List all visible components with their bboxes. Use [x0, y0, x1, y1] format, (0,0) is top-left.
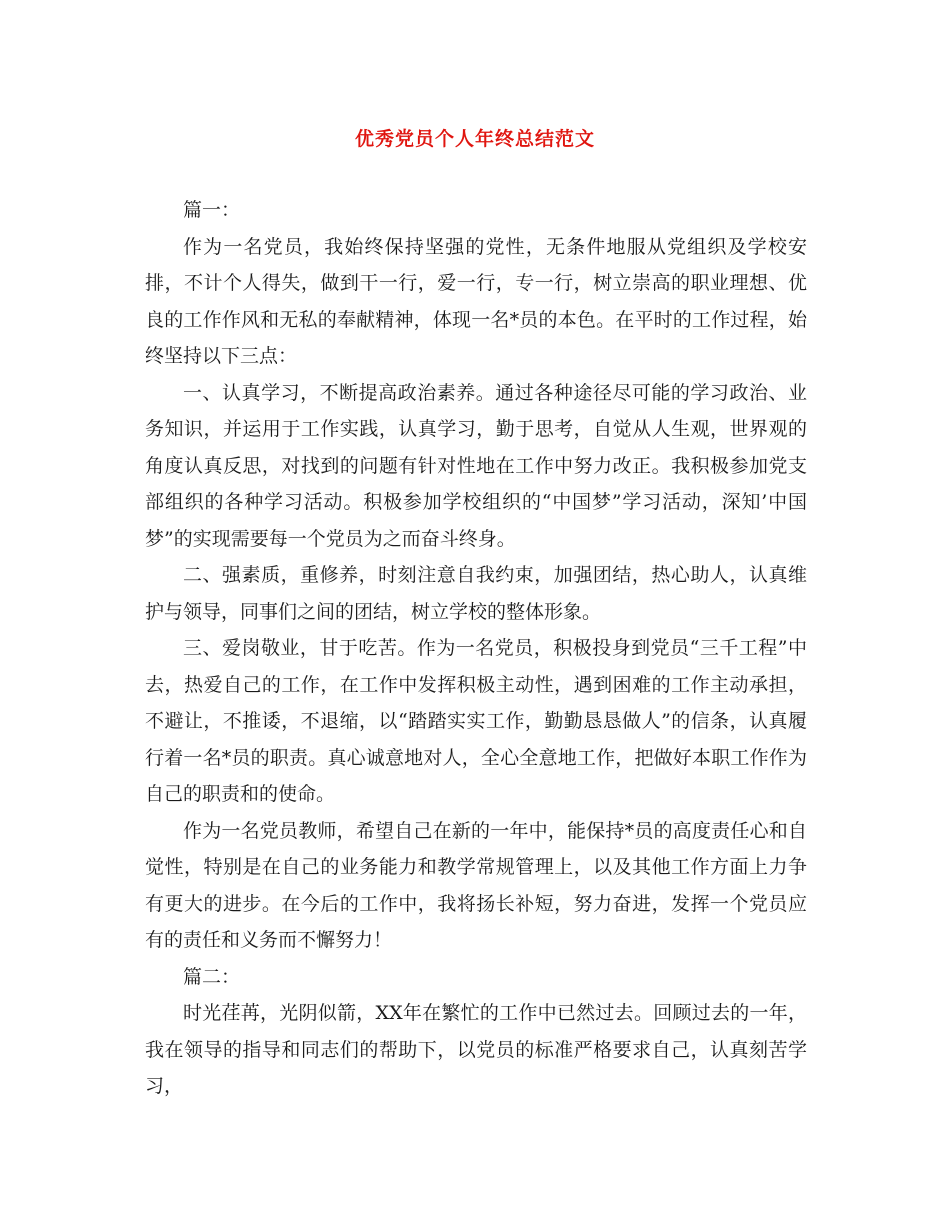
document-title: 优秀党员个人年终总结范文 [354, 128, 595, 150]
paragraph-point-2: 二、强素质，重修养，时刻注意自我约束，加强团结，热心助人，认真维护与领导，同事们之间的团结，树立学校的整体形象。 [145, 564, 807, 623]
paragraph-intro: 作为一名党员，我始终保持坚强的党性，无条件地服从党组织及学校安排，不计个人得失，做到干一行，爱一行，专一行，树立崇高的职业理想、优良的工作作风和无私的奉献精神，体现一名*员的本色。在平时的工作过程，始终坚持以下三点： [145, 235, 807, 367]
paragraph-section-2-intro: 时光荏苒，光阴似箭，XX年在繁忙的工作中已然过去。回顾过去的一年，我在领导的指导和同志们的帮助下，以党员的标准严格要求自己，认真刻苦学习， [145, 1002, 807, 1097]
section-heading-1: 篇一： [183, 199, 241, 221]
paragraph-conclusion: 作为一名党员教师，希望自己在新的一年中，能保持*员的高度责任心和自觉性，特别是在自己的业务能力和教学常规管理上，以及其他工作方面上力争有更大的进步。在今后的工作中，我将扬长补短，努力奋进，发挥一个党员应有的责任和义务而不懈努力！ [145, 819, 807, 951]
section-heading-2: 篇二： [183, 965, 241, 988]
document-body [145, 192, 807, 1105]
paragraph-point-1: 一、认真学习，不断提高政治素养。通过各种途径尽可能的学习政治、业务知识，并运用于工作实践，认真学习，勤于思考，自觉从人生观，世界观的角度认真反思，对找到的问题有针对性地在工作中努力改正。我积极参加党支部组织的各种学习活动。积极参加学校组织的“中国梦”学习活动，深知’中国梦”的实现需要每一个党员为之而奋斗终身。 [145, 381, 807, 550]
paragraph-point-3: 三、爱岗敬业，甘于吃苦。作为一名党员，积极投身到党员“三千工程”中去，热爱自己的工作，在工作中发挥积极主动性，遇到困难的工作主动承担，不避让，不推诿，不退缩，以“踏踏实实工作，勤勤恳恳做人”的信条，认真履行着一名*员的职责。真心诚意地对人，全心全意地工作，把做好本职工作作为自己的职责和的使命。 [145, 637, 807, 805]
